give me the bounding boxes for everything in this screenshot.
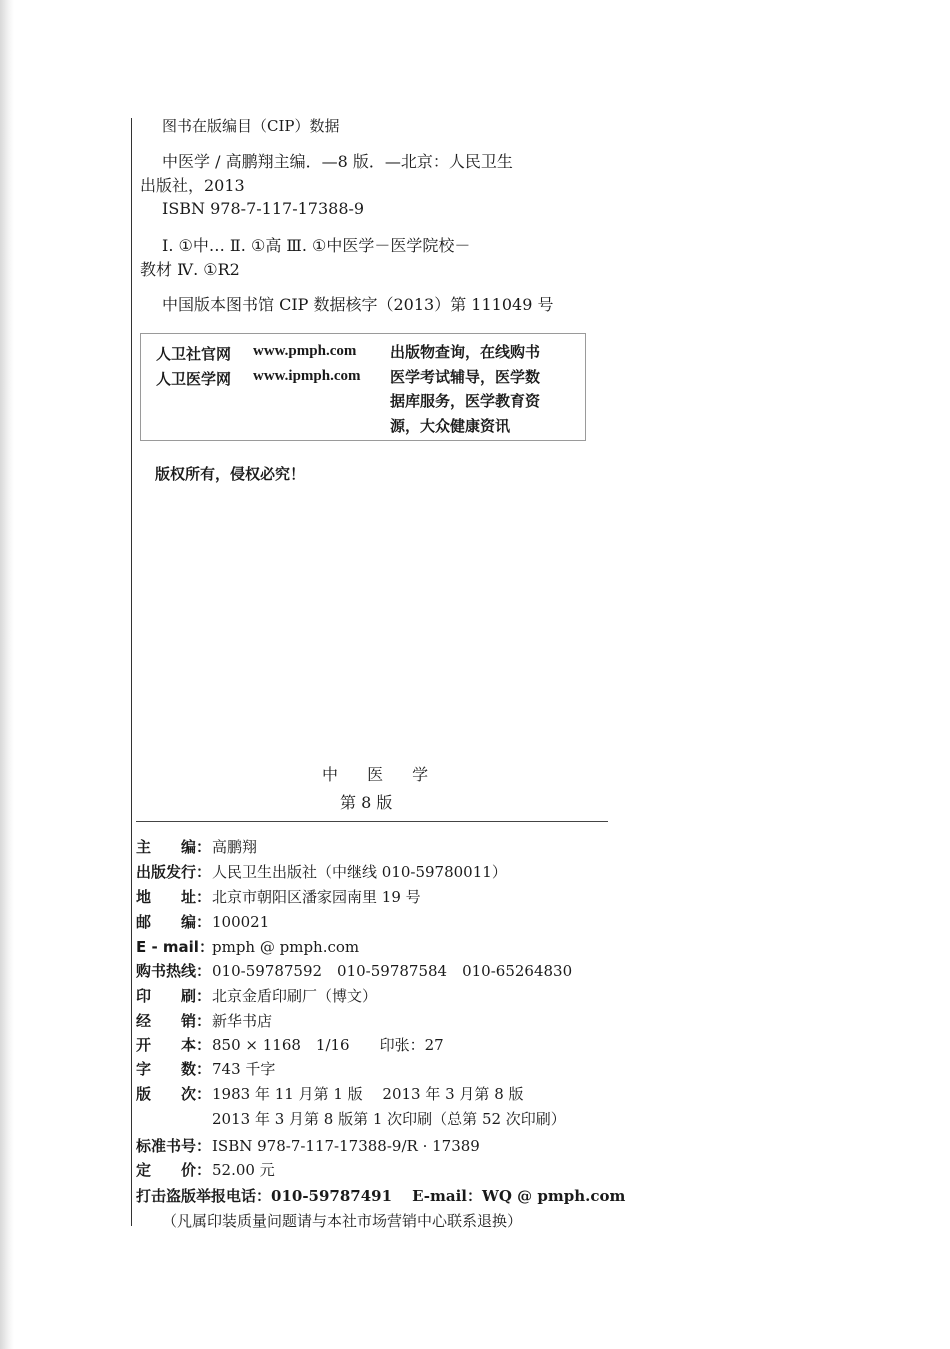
anti-piracy-line: [136, 1185, 625, 1206]
services-line: 出版物查询，在线购书: [390, 343, 541, 361]
anti-piracy-phone: 010-59787491: [271, 1187, 393, 1205]
anti-piracy-email: WQ @ pmph.com: [482, 1187, 626, 1205]
cip-line: 教材 Ⅳ. ①R2: [140, 260, 240, 279]
info-label: 字 数：: [136, 1060, 212, 1078]
services-line: 据库服务，医学教育资: [390, 392, 541, 410]
info-value: 52.00 元: [212, 1161, 275, 1179]
book-title: 中 医 学: [322, 765, 441, 784]
info-value: 1983 年 11 月第 1 版 2013 年 3 月第 8 版: [212, 1085, 524, 1103]
services-line: 源，大众健康资讯: [390, 416, 511, 435]
info-label: 出版发行：: [136, 863, 212, 881]
info-value: 2013 年 3 月第 8 版第 1 次印刷（总第 52 次印刷）: [212, 1110, 566, 1128]
info-label: 邮 编：: [136, 913, 212, 931]
info-value: 100021: [212, 913, 270, 931]
anti-piracy-email-label: E-mail：: [412, 1187, 482, 1205]
info-row-address: [136, 886, 421, 907]
info-row-email: [136, 936, 359, 957]
info-row-wordcount: [136, 1058, 275, 1079]
cip-title: 图书在版编目（CIP）数据: [162, 117, 340, 135]
info-row-format: [136, 1034, 444, 1055]
info-label: 主 编：: [136, 838, 212, 856]
info-row-distributor: [136, 1010, 272, 1031]
scan-edge-shadow: [0, 0, 14, 1349]
info-row-hotline: [136, 960, 572, 981]
margin-rule: [131, 118, 132, 1226]
site-url-link[interactable]: www.ipmph.com: [253, 368, 361, 384]
divider: [136, 821, 608, 822]
info-value: 010-59787592 010-59787584 010-65264830: [212, 962, 573, 980]
info-row-price: [136, 1159, 275, 1180]
cip-line: 中医学 / 高鹏翔主编．—8 版．—北京：人民卫生: [162, 152, 513, 171]
info-row-postcode: [136, 911, 269, 932]
info-label: 印 刷：: [136, 987, 212, 1005]
anti-piracy-label: 打击盗版举报电话：: [136, 1187, 272, 1205]
info-value: pmph @ pmph.com: [212, 938, 360, 956]
info-label: 购书热线：: [136, 962, 212, 980]
info-value: 743 千字: [212, 1060, 276, 1078]
services-text: [390, 340, 580, 438]
cip-line: 中国版本图书馆 CIP 数据核字（2013）第 111049 号: [162, 295, 554, 314]
info-row-printing: [136, 1108, 566, 1129]
info-value: ISBN 978-7-117-17388-9/R · 17389: [212, 1137, 480, 1155]
info-label: 经 销：: [136, 1012, 212, 1030]
cip-line: Ⅰ. ①中… Ⅱ. ①高 Ⅲ. ①中医学－医学院校－: [162, 236, 471, 255]
copyright-notice: 版权所有，侵权必究！: [155, 465, 306, 483]
info-value: 北京市朝阳区潘家园南里 19 号: [212, 888, 421, 906]
info-value: 高鹏翔: [212, 838, 258, 856]
info-label: 标准书号：: [136, 1137, 212, 1155]
cip-line: ISBN 978-7-117-17388-9: [162, 199, 365, 218]
info-value: 人民卫生出版社（中继线 010-59780011）: [212, 863, 507, 881]
site-url-link[interactable]: www.pmph.com: [253, 343, 357, 359]
info-label: 定 价：: [136, 1161, 212, 1179]
info-row-editor: [136, 836, 257, 857]
cip-line: 出版社，2013: [140, 176, 245, 195]
info-label: 开 本：: [136, 1036, 212, 1054]
info-row-publisher: [136, 861, 507, 882]
info-label: 版 次：: [136, 1085, 212, 1103]
site-name: 人卫社官网: [156, 345, 232, 363]
website-info-box: [140, 333, 586, 441]
info-value: 850 × 1168 1/16 印张：27: [212, 1036, 444, 1054]
info-label: 地 址：: [136, 888, 212, 906]
info-value: 北京金盾印刷厂（博文）: [212, 987, 378, 1005]
info-row-edition: [136, 1083, 524, 1104]
site-name: 人卫医学网: [156, 370, 232, 388]
info-row-isbn: [136, 1135, 480, 1156]
info-value: 新华书店: [212, 1012, 273, 1030]
book-edition: 第 8 版: [340, 793, 393, 812]
services-line: 医学考试辅导，医学数: [390, 367, 541, 386]
info-label: E - mail：: [136, 938, 214, 956]
return-notice: （凡属印装质量问题请与本社市场营销中心联系退换）: [162, 1212, 523, 1230]
info-row-printer: [136, 985, 377, 1006]
